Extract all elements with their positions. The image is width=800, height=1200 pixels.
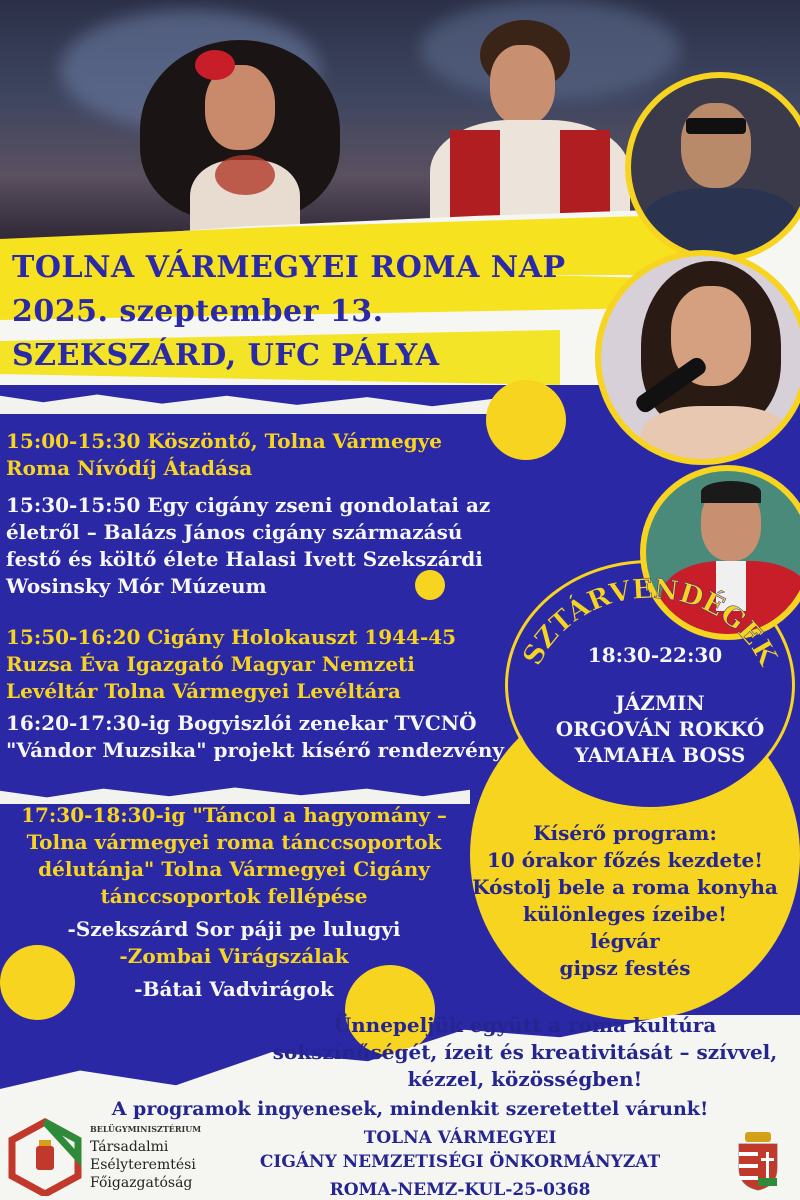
dance-group-2: -Zombai Virágszálak: [119, 944, 349, 968]
closing-line: kézzel, közösségben!: [407, 1067, 643, 1091]
free-entry-notice: A programok ingyenesek, mindenkit szeretettel várunk!: [111, 1098, 709, 1120]
schedule-item-4: [6, 710, 516, 764]
stars-time: 18:30-22:30: [587, 643, 723, 667]
schedule-line: Wosinsky Mór Múzeum: [6, 574, 267, 598]
schedule-line: "Vándor Muzsika" projekt kísérő rendezvény: [6, 738, 505, 762]
schedule-line: 15:00-15:30 Köszöntő, Tolna Vármegye: [6, 429, 443, 453]
star-name: JÁZMIN: [615, 691, 705, 715]
logo-line: Esélyteremtési: [90, 1157, 196, 1173]
schedule-line: 15:30-15:50 Egy cigány zseni gondolatai az: [6, 493, 491, 517]
closing-message: [250, 1012, 800, 1093]
schedule-line: Ruzsa Éva Igazgató Magyar Nemzeti: [6, 652, 415, 676]
side-program-line: Kóstolj bele a roma konyha: [472, 875, 778, 899]
dance-group-1: -Szekszárd Sor páji pe lulugyi: [67, 917, 401, 941]
performer-photo-yamaha-boss: [625, 72, 800, 262]
side-program-line: gipsz festés: [559, 956, 691, 980]
side-program-line: Kísérő program:: [533, 821, 717, 845]
organizer-line: CIGÁNY NEMZETISÉGI ÖNKORMÁNYZAT: [259, 1152, 661, 1172]
schedule-item-1: [6, 428, 546, 482]
dancer-woman-figure: [120, 20, 360, 250]
schedule-line: életről – Balázs János cigány származású: [6, 520, 463, 544]
closing-line: Ünnepeljük együtt a roma kultúra: [333, 1013, 717, 1037]
schedule-line: Tolna vármegyei roma tánccsoportok: [26, 830, 442, 854]
dance-group-3: -Bátai Vadvirágok: [134, 977, 334, 1001]
event-location: SZEKSZÁRD, UFC PÁLYA: [12, 338, 440, 373]
schedule-line: festő és költő élete Halasi Ivett Szekszárdi: [6, 547, 483, 571]
schedule-line: Roma Nívódíj Átadása: [6, 456, 253, 480]
logo-line: Társadalmi: [90, 1139, 169, 1155]
schedule-item-2: [6, 492, 504, 600]
side-program-line: légvár: [590, 929, 660, 953]
logo-ministry: BELÜGYMINISZTÉRIUM: [90, 1124, 202, 1134]
schedule-line: délutánja" Tolna Vármegyei Cigány: [38, 857, 430, 881]
side-program: [455, 820, 795, 982]
project-code: ROMA-NEMZ-KUL-25-0368: [329, 1180, 591, 1200]
schedule-line: tánccsoportok fellépése: [100, 884, 368, 908]
side-program-line: 10 órakor főzés kezdete!: [487, 848, 763, 872]
hexagon-logo-icon: [6, 1118, 84, 1196]
organizer: [230, 1126, 690, 1200]
star-name: YAMAHA BOSS: [574, 743, 746, 767]
schedule-item-3: [6, 624, 516, 705]
stars-heading: SZTÁRVENDÉGEK: [517, 573, 783, 671]
event-title: TOLNA VÁRMEGYEI ROMA NAP: [12, 250, 566, 285]
schedule-line: 17:30-18:30-ig "Táncol a hagyomány –: [21, 803, 447, 827]
schedule-item-5: [4, 802, 464, 1003]
stars-names: [525, 690, 795, 768]
organizer-line: TOLNA VÁRMEGYEI: [363, 1128, 557, 1148]
logo-text: [90, 1138, 196, 1192]
hungarian-coat-of-arms-icon: [735, 1130, 781, 1192]
event-date: 2025. szeptember 13.: [12, 294, 384, 329]
side-program-line: különleges ízeibe!: [523, 902, 727, 926]
closing-line: sokszínűségét, ízeit és kreativitását – szívvel,: [272, 1040, 778, 1064]
schedule-line: Levéltár Tolna Vármegyei Levéltára: [6, 679, 401, 703]
schedule-line: 16:20-17:30-ig Bogyiszlói zenekar TVCNÖ: [6, 711, 477, 735]
performer-photo-jazmin: [595, 250, 800, 465]
star-name: ORGOVÁN ROKKÓ: [555, 717, 765, 741]
schedule-line: 15:50-16:20 Cigány Holokauszt 1944-45: [6, 625, 457, 649]
logo-line: Főigazgatóság: [90, 1175, 193, 1191]
